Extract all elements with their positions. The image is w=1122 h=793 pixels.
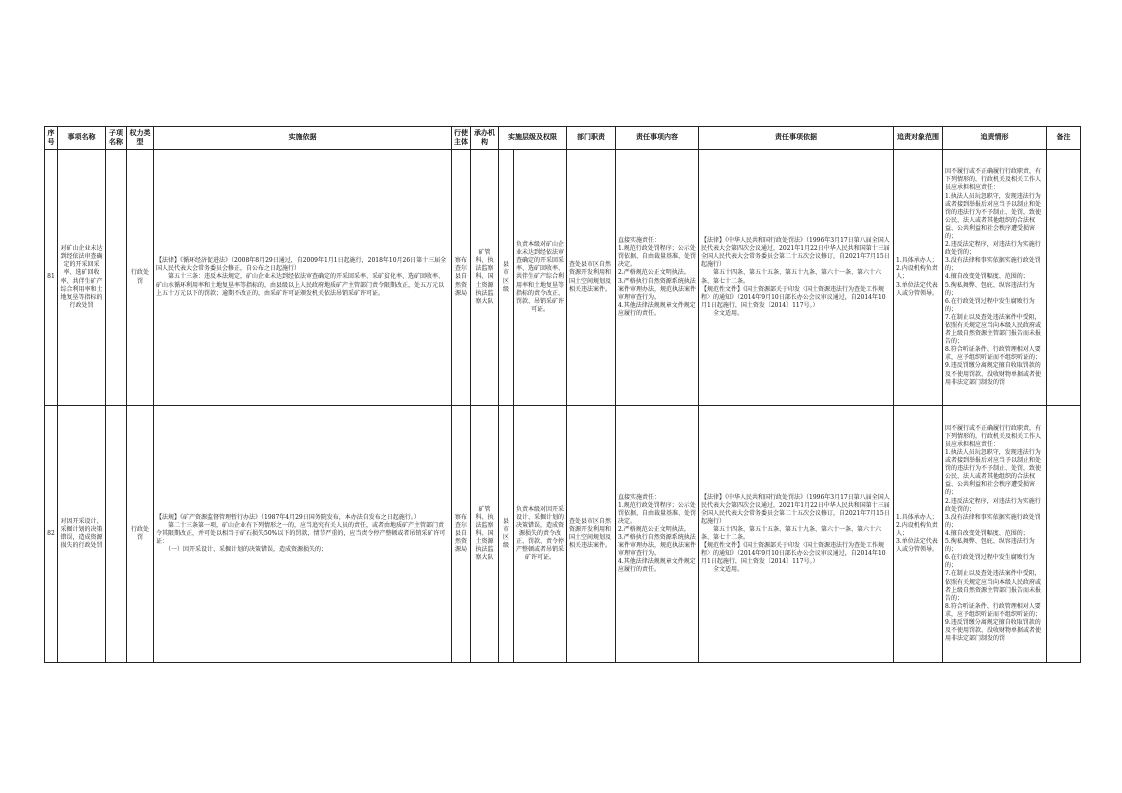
cell-office: 矿管科、执法监察科、国土资源执法监察大队 [471,406,499,663]
cell-power-type: 行政处罚 [127,406,154,663]
cell-level: 县市区级 [499,406,514,663]
header-remark: 备注 [1047,127,1081,150]
cell-target: 1.具体承办人； 2.内设机构负责人； 3.单位法定代表人或分管领导。 [894,150,943,406]
cell-subitem [106,150,127,406]
header-office: 承办机构 [471,127,499,150]
table-row [45,406,1081,663]
cell-resp-content: 直接实施责任： 1.规范行政处罚程序；公示处罚依据、自由裁量基准、处罚决定。 2.严格规范公正文明执法。 3.严格执行自然资源系统执法案件审理办法，规范执法案件审理审查行为。 4.其他法律法规规章文件规定应履行的责任。 [616,150,699,406]
header-basis: 实施依据 [154,127,452,150]
cell-subitem [106,406,127,663]
cell-name: 对因开采设计、采掘计划的决策错误，造成资源损失的行政处罚 [58,406,106,663]
header-level: 实施层级及权限 [499,127,567,150]
header-resp-basis: 责任事项依据 [699,127,894,150]
cell-subject: 察布查尔县自然资源局 [452,150,471,406]
cell-target: 1.具体承办人； 2.内设机构负责人； 3.单位法定代表人或分管领导。 [894,406,943,663]
table-header-row [45,127,1081,150]
header-resp-content: 责任事项内容 [616,127,699,150]
cell-resp-content: 直接实施责任： 1.规范行政处罚程序；公示处罚依据、自由裁量基准、处罚决定。 2.严格规范公正文明执法。 3.严格执行自然资源系统执法案件审理办法，规范执法案件审理审查行为。 4.其他法律法规规章文件规定应履行的责任。 [616,406,699,663]
cell-remark [1047,406,1081,663]
cell-situation: 因不履行或不正确履行行政职责，有下列情形的，行政机关及相关工作人员应承担相应责任： 1.执法人员玩忽职守，发现违法行为或者接到举报后对应当予以制止和处罚的违法行为不予制止、处罚，致使公民、法人或者其他组织的合法权益、公共利益和社会秩序遭受损害的； 2.违反法定程序，对违法行为实施行政处罚的； 3.没有法律和事实依据实施行政处罚的； 4.擅自改变处罚幅度、范围的； 5.徇私舞弊、包庇、纵容违法行为的； 6.在行政处罚过程中发生腐败行为的； 7.在制止以及查处违法案件中受阻，依照有关规定应当向本级人民政府或者上级自然资源主管部门报告而未报告的； 8.符合听证条件、行政管理相对人要求，应予组织听证而不组织听证的； 9.违反罚缴分离规定擅自收取罚款的及不使用罚款、没收财物单据或者使用非法定部门制发的罚 [943,150,1047,406]
cell-power-type: 行政处罚 [127,150,154,406]
cell-seq: 82 [45,406,58,663]
cell-name: 对矿山企业未达到经依法审查确定的开采回采率、选矿回收率、共伴生矿产综合利用率和土地复垦等指标的行政处罚 [58,150,106,406]
cell-subject: 察布查尔县自然资源局 [452,406,471,663]
cell-basis: 【法律】《循环经济促进法》（2008年8月29日通过，自2009年1月1日起施行，2018年10月26日第十三届全国人民代表大会常务委员会修正，自公布之日起施行） 第五十三条：违反本法规定，矿山企业未达到经依法审查确定的开采回采率、采矿贫化率、选矿回收率、矿山水循环利用率和土地复垦率等指标的，由县级以上人民政府地质矿产主管部门责令限期改正，处五万元以上五十万元以下的罚款；逾期不改正的，由采矿许可证颁发机关依法吊销采矿许可证。 [154,150,452,406]
header-situation: 追责情形 [943,127,1047,150]
table-row [45,150,1081,406]
cell-level-desc: 负责本级对矿山企业未达到经依法审查确定的开采回采率、选矿回收率、共伴生矿产综合利用率和土地复垦等指标的责令改正、罚款、吊销采矿许可证。 [514,150,567,406]
header-target: 追责对象范围 [894,127,943,150]
cell-level: 县市区级 [499,150,514,406]
cell-basis: 【法规】《矿产资源监督管理暂行办法》（1987年4月29日国务院发布，本办法自发布之日起施行。） 第二十三条第一项，矿山企业有下列情形之一的，应当追究有关人员的责任，或者由地质矿产主管部门责令其限期改正，并可处以相当于矿石损失50%以下的罚款，情节严重的，应当责令停产整顿或者吊销采矿许可证： （一）因开采设计、采掘计划的决策错误，造成资源损失的； [154,406,452,663]
cell-level-desc: 负责本级对因开采设计、采掘计划的决策错误，造成资源损失的责令改正、罚款、责令停产整顿或者吊销采矿许可证。 [514,406,567,663]
header-dept-duty: 部门职责 [567,127,616,150]
header-power-type: 权力类型 [127,127,154,150]
cell-resp-basis: 【法律】《中华人民共和国行政处罚法》（1996年3月17日第八届全国人民代表大会第四次会议通过，2021年1月22日中华人民共和国第十三届全国人民代表大会常务委员会第二十五次会议修订，自2021年7月15日起施行） 第五十四条、第五十五条、第五十九条、第六十一条、第六十六条、第七十二条。 【规范性文件】《国土资源部关于印发〈国土资源违法行为查处工作规程〉的通知》（2014年9月10日部长办公会议审议通过，自2014年10月1日起施行，国土资发〔2014〕117号。） 全文适用。 [699,150,894,406]
cell-dept-duty: 查处县市区自然资源开发利用和国土空间规划及相关违法案件。 [567,406,616,663]
header-subject: 行使主体 [452,127,471,150]
cell-resp-basis: 【法律】《中华人民共和国行政处罚法》（1996年3月17日第八届全国人民代表大会第四次会议通过，2021年1月22日中华人民共和国第十三届全国人民代表大会常务委员会第二十五次会议修订，自2021年7月15日起施行） 第五十四条、第五十五条、第五十九条、第六十一条、第六十六条、第七十二条。 【规范性文件】《国土资源部关于印发〈国土资源违法行为查处工作规程〉的通知》（2014年9月10日部长办公会议审议通过，自2014年10月1日起施行，国土资发〔2014〕117号。） 全文适用。 [699,406,894,663]
cell-office: 矿管科、执法监察科、国土资源执法监察大队 [471,150,499,406]
header-subitem: 子项名称 [106,127,127,150]
power-list-table [44,126,1081,663]
cell-seq: 81 [45,150,58,406]
cell-situation: 因不履行或不正确履行行政职责，有下列情形的，行政机关及相关工作人员应承担相应责任： 1.执法人员玩忽职守，发现违法行为或者接到举报后对应当予以制止和处罚的违法行为不予制止、处罚，致使公民、法人或者其他组织的合法权益、公共利益和社会秩序遭受损害的； 2.违反法定程序，对违法行为实施行政处罚的； 3.没有法律和事实依据实施行政处罚的； 4.擅自改变处罚幅度、范围的； 5.徇私舞弊、包庇、纵容违法行为的； 6.在行政处罚过程中发生腐败行为的； 7.在制止以及查处违法案件中受阻，依照有关规定应当向本级人民政府或者上级自然资源主管部门报告而未报告的； 8.符合听证条件、行政管理相对人要求，应予组织听证而不组织听证的； 9.违反罚缴分离规定擅自收取罚款的及不使用罚款、没收财物单据或者使用非法定部门制发的罚 [943,406,1047,663]
header-seq: 序号 [45,127,58,150]
cell-remark [1047,150,1081,406]
cell-dept-duty: 查处县市区自然资源开发利用和国土空间规划及相关违法案件。 [567,150,616,406]
header-name: 事项名称 [58,127,106,150]
